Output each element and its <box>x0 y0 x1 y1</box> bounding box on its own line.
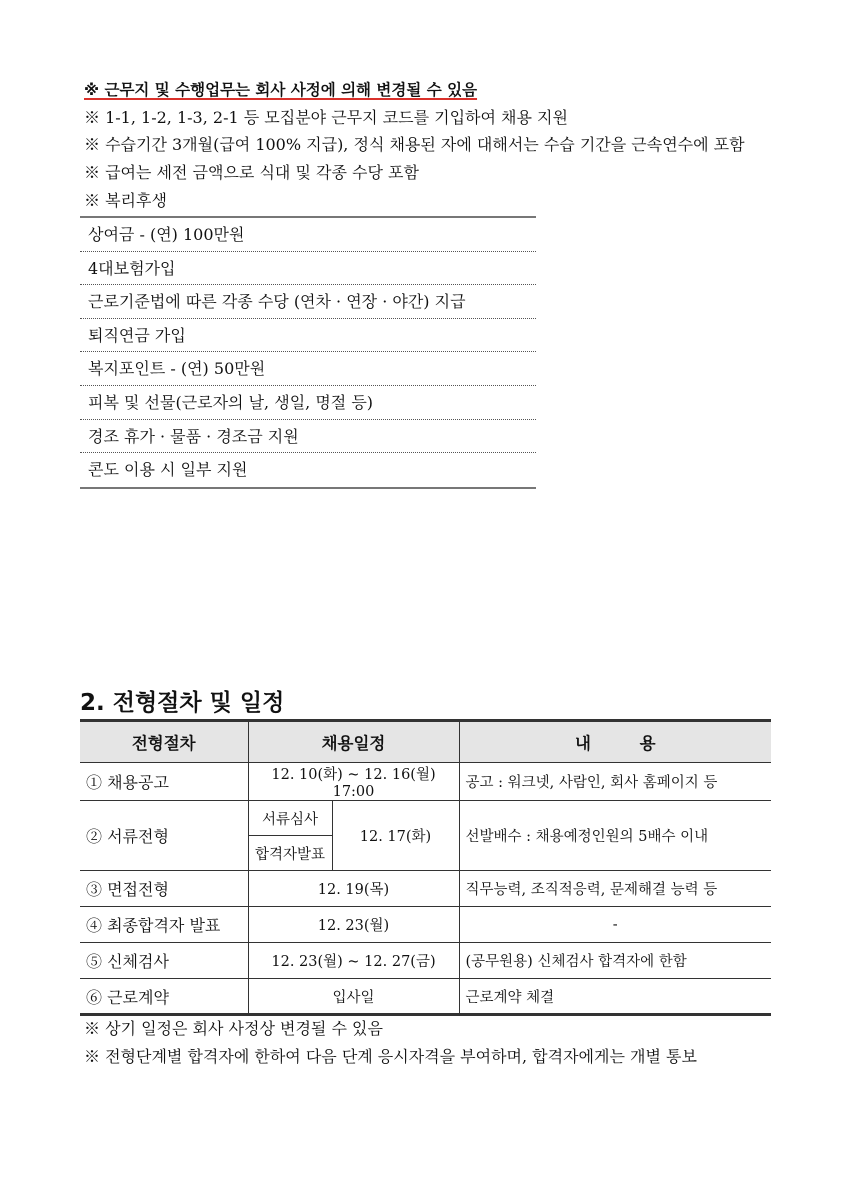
schedule-row <box>80 763 771 801</box>
stage-cell: ① 채용공고 <box>80 763 248 801</box>
stage-cell: ⑥ 근로계약 <box>80 979 248 1015</box>
desc-cell: 공고 : 워크넷, 사람인, 회사 홈페이지 등 <box>459 763 771 801</box>
benefit-condo: 콘도 이용 시 일부 지원 <box>88 460 248 480</box>
benefit-welfare-points: 복지포인트 - (연) 50만원 <box>80 352 536 386</box>
date-cell: 12. 19(목) <box>248 871 459 907</box>
schedule-table <box>80 719 771 1016</box>
desc-cell: 직무능력, 조직적응력, 문제해결 능력 등 <box>459 871 771 907</box>
date-cell: 입사일 <box>248 979 459 1015</box>
note-worksite-change: ※ 근무지 및 수행업무는 회사 사정에 의해 변경될 수 있음 <box>84 81 478 99</box>
date-cell: 12. 10(화) ~ 12. 16(월) 17:00 <box>248 763 459 801</box>
footnote-schedule-change: ※ 상기 일정은 회사 사정상 변경될 수 있음 <box>84 1019 383 1038</box>
desc-cell: - <box>459 907 771 943</box>
note-probation: ※ 수습기간 3개월(급여 100% 지급), 정식 채용된 자에 대해서는 수습 기간을 근속연수에 포함 <box>84 135 745 154</box>
benefit-condolence: 경조 휴가 · 물품 · 경조금 지원 <box>80 420 536 454</box>
benefit-bonus: 상여금 - (연) 100만원 <box>80 218 536 252</box>
section-title: 2. 전형절차 및 일정 <box>80 690 285 716</box>
note-worksite-code: ※ 1-1, 1-2, 1-3, 2-1 등 모집분야 근무지 코드를 기입하여 채용 지원 <box>84 108 568 127</box>
schedule-row <box>80 979 771 1015</box>
schedule-row <box>80 871 771 907</box>
header-stage: 전형절차 <box>80 721 248 763</box>
stage-cell: ⑤ 신체검사 <box>80 943 248 979</box>
stage-cell: ③ 면접전형 <box>80 871 248 907</box>
stage-cell: ④ 최종합격자 발표 <box>80 907 248 943</box>
stage-cell: ② 서류전형 <box>80 801 248 871</box>
date-cell: 12. 23(월) <box>248 907 459 943</box>
benefit-uniform-gifts: 피복 및 선물(근로자의 날, 생일, 명절 등) <box>80 386 536 420</box>
note-benefits-heading: ※ 복리후생 <box>84 191 167 210</box>
schedule-row <box>80 907 771 943</box>
desc-cell: 선발배수 : 채용예정인원의 5배수 이내 <box>459 801 771 871</box>
desc-cell: (공무원용) 신체검사 합격자에 한함 <box>459 943 771 979</box>
schedule-row <box>80 943 771 979</box>
schedule-header-row <box>80 721 771 763</box>
desc-cell: 근로계약 체결 <box>459 979 771 1015</box>
benefit-insurance: 4대보험가입 <box>80 252 536 286</box>
header-desc: 내 용 <box>459 721 771 763</box>
benefits-table <box>80 216 536 489</box>
sub-stage-cell: 합격자발표 <box>248 836 332 871</box>
benefit-pension: 퇴직연금 가입 <box>80 319 536 353</box>
date-cell: 12. 23(월) ~ 12. 27(금) <box>248 943 459 979</box>
sub-stage-cell: 서류심사 <box>248 801 332 836</box>
schedule-row <box>80 801 771 836</box>
date-cell: 12. 17(화) <box>332 801 459 871</box>
note-salary: ※ 급여는 세전 금액으로 식대 및 각종 수당 포함 <box>84 163 419 182</box>
footnote-notification: ※ 전형단계별 합격자에 한하여 다음 단계 응시자격을 부여하며, 합격자에게는 개별 통보 <box>84 1047 697 1066</box>
header-date: 채용일정 <box>248 721 459 763</box>
benefit-allowances: 근로기준법에 따른 각종 수당 (연차 · 연장 · 야간) 지급 <box>80 285 536 319</box>
